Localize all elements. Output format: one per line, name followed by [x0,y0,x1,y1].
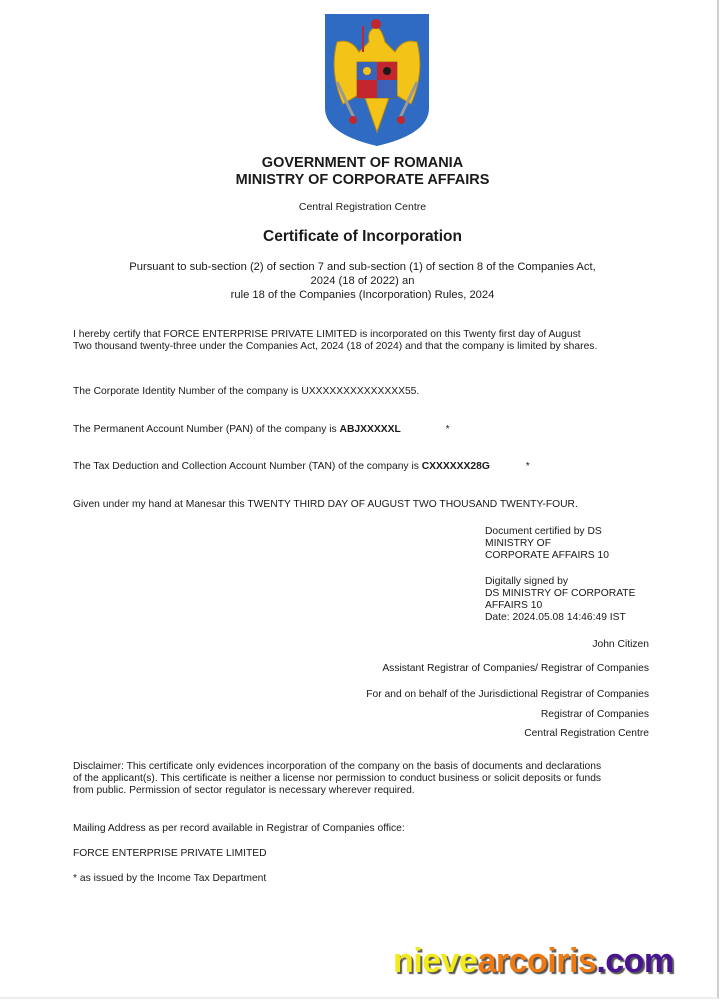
signatory-role: Assistant Registrar of Companies/ Registrar of Companies [382,663,649,674]
tan-value: CXXXXXX28G [421,461,490,472]
signed-line-2: DS MINISTRY OF CORPORATE [485,588,636,599]
registrar-line: Registrar of Companies [540,709,649,720]
tan-statement [73,461,530,473]
pan-statement [73,424,450,436]
watermark-part-2: arcoiris [477,942,597,980]
certified-line-3: CORPORATE AFFAIRS 10 [485,550,609,561]
tan-asterisk: * [525,461,530,472]
certified-line-1: Document certified by DS [485,526,602,537]
centre-line: Central Registration Centre [524,728,649,739]
disclaimer-line-1: Disclaimer: This certificate only evidences incorporation of the company on the basis of documents and declarations [73,761,602,772]
certificate-title: Certificate of Incorporation [263,228,462,245]
disclaimer-line-3: from public. Permission of sector regulator is necessary wherever required. [73,785,415,796]
asterisk-note: * as issued by the Income Tax Department [73,873,267,884]
watermark-part-3: .com [596,942,674,980]
pursuant-line-2: 2024 (18 of 2022) an [310,275,415,287]
digital-signature-block [485,576,635,624]
heading-line-2: MINISTRY OF CORPORATE AFFAIRS [235,172,490,188]
pursuant-line-1: Pursuant to sub-section (2) of section 7 and sub-section (1) of section 8 of the Companies Act, [129,261,596,273]
signed-line-3: AFFAIRS 10 [485,600,543,611]
certified-line-2: MINISTRY OF [485,538,551,549]
signatory-name: John Citizen [592,639,649,650]
heading-line-1: GOVERNMENT OF ROMANIA [261,155,464,171]
certify-paragraph [73,329,597,353]
given-statement: Given under my hand at Manesar this TWENTY THIRD DAY OF AUGUST TWO THOUSAND TWENTY-FOUR. [73,499,578,510]
government-heading [0,155,720,189]
certify-line-2: Two thousand twenty-three under the Companies Act, 2024 (18 of 2024) and that the company is limited by shares. [73,341,598,352]
tan-label: The Tax Deduction and Collection Account Number (TAN) of the company is [73,461,422,472]
pursuant-clause [0,260,720,302]
pan-asterisk: * [445,424,450,435]
coat-of-arms-icon [323,12,431,148]
disclaimer-line-2: of the applicant(s). This certificate is neither a license nor permission to conduct business or solicit deposits or funds [73,773,602,784]
signed-line-1: Digitally signed by [485,576,568,587]
disclaimer [73,761,601,797]
certify-line-1: I hereby certify that FORCE ENTERPRISE PRIVATE LIMITED is incorporated on this Twenty first day of August [73,329,581,340]
pan-value: ABJXXXXXL [339,424,401,435]
mailing-company-name: FORCE ENTERPRISE PRIVATE LIMITED [73,848,267,859]
behalf-line: For and on behalf of the Jurisdictional Registrar of Companies [366,689,649,700]
mailing-address-label: Mailing Address as per record available in Registrar of Companies office: [73,823,405,834]
watermark-logo [393,942,674,981]
cin-statement: The Corporate Identity Number of the company is UXXXXXXXXXXXXXX55. [73,386,420,397]
pan-label: The Permanent Account Number (PAN) of the company is [73,424,340,435]
watermark-part-1: nieve [393,942,478,980]
certified-by-block [485,526,609,562]
signature-date: Date: 2024.05.08 14:46:49 IST [485,612,626,623]
pursuant-line-3: rule 18 of the Companies (Incorporation) Rules, 2024 [230,289,495,301]
registration-centre: Central Registration Centre [298,201,427,213]
